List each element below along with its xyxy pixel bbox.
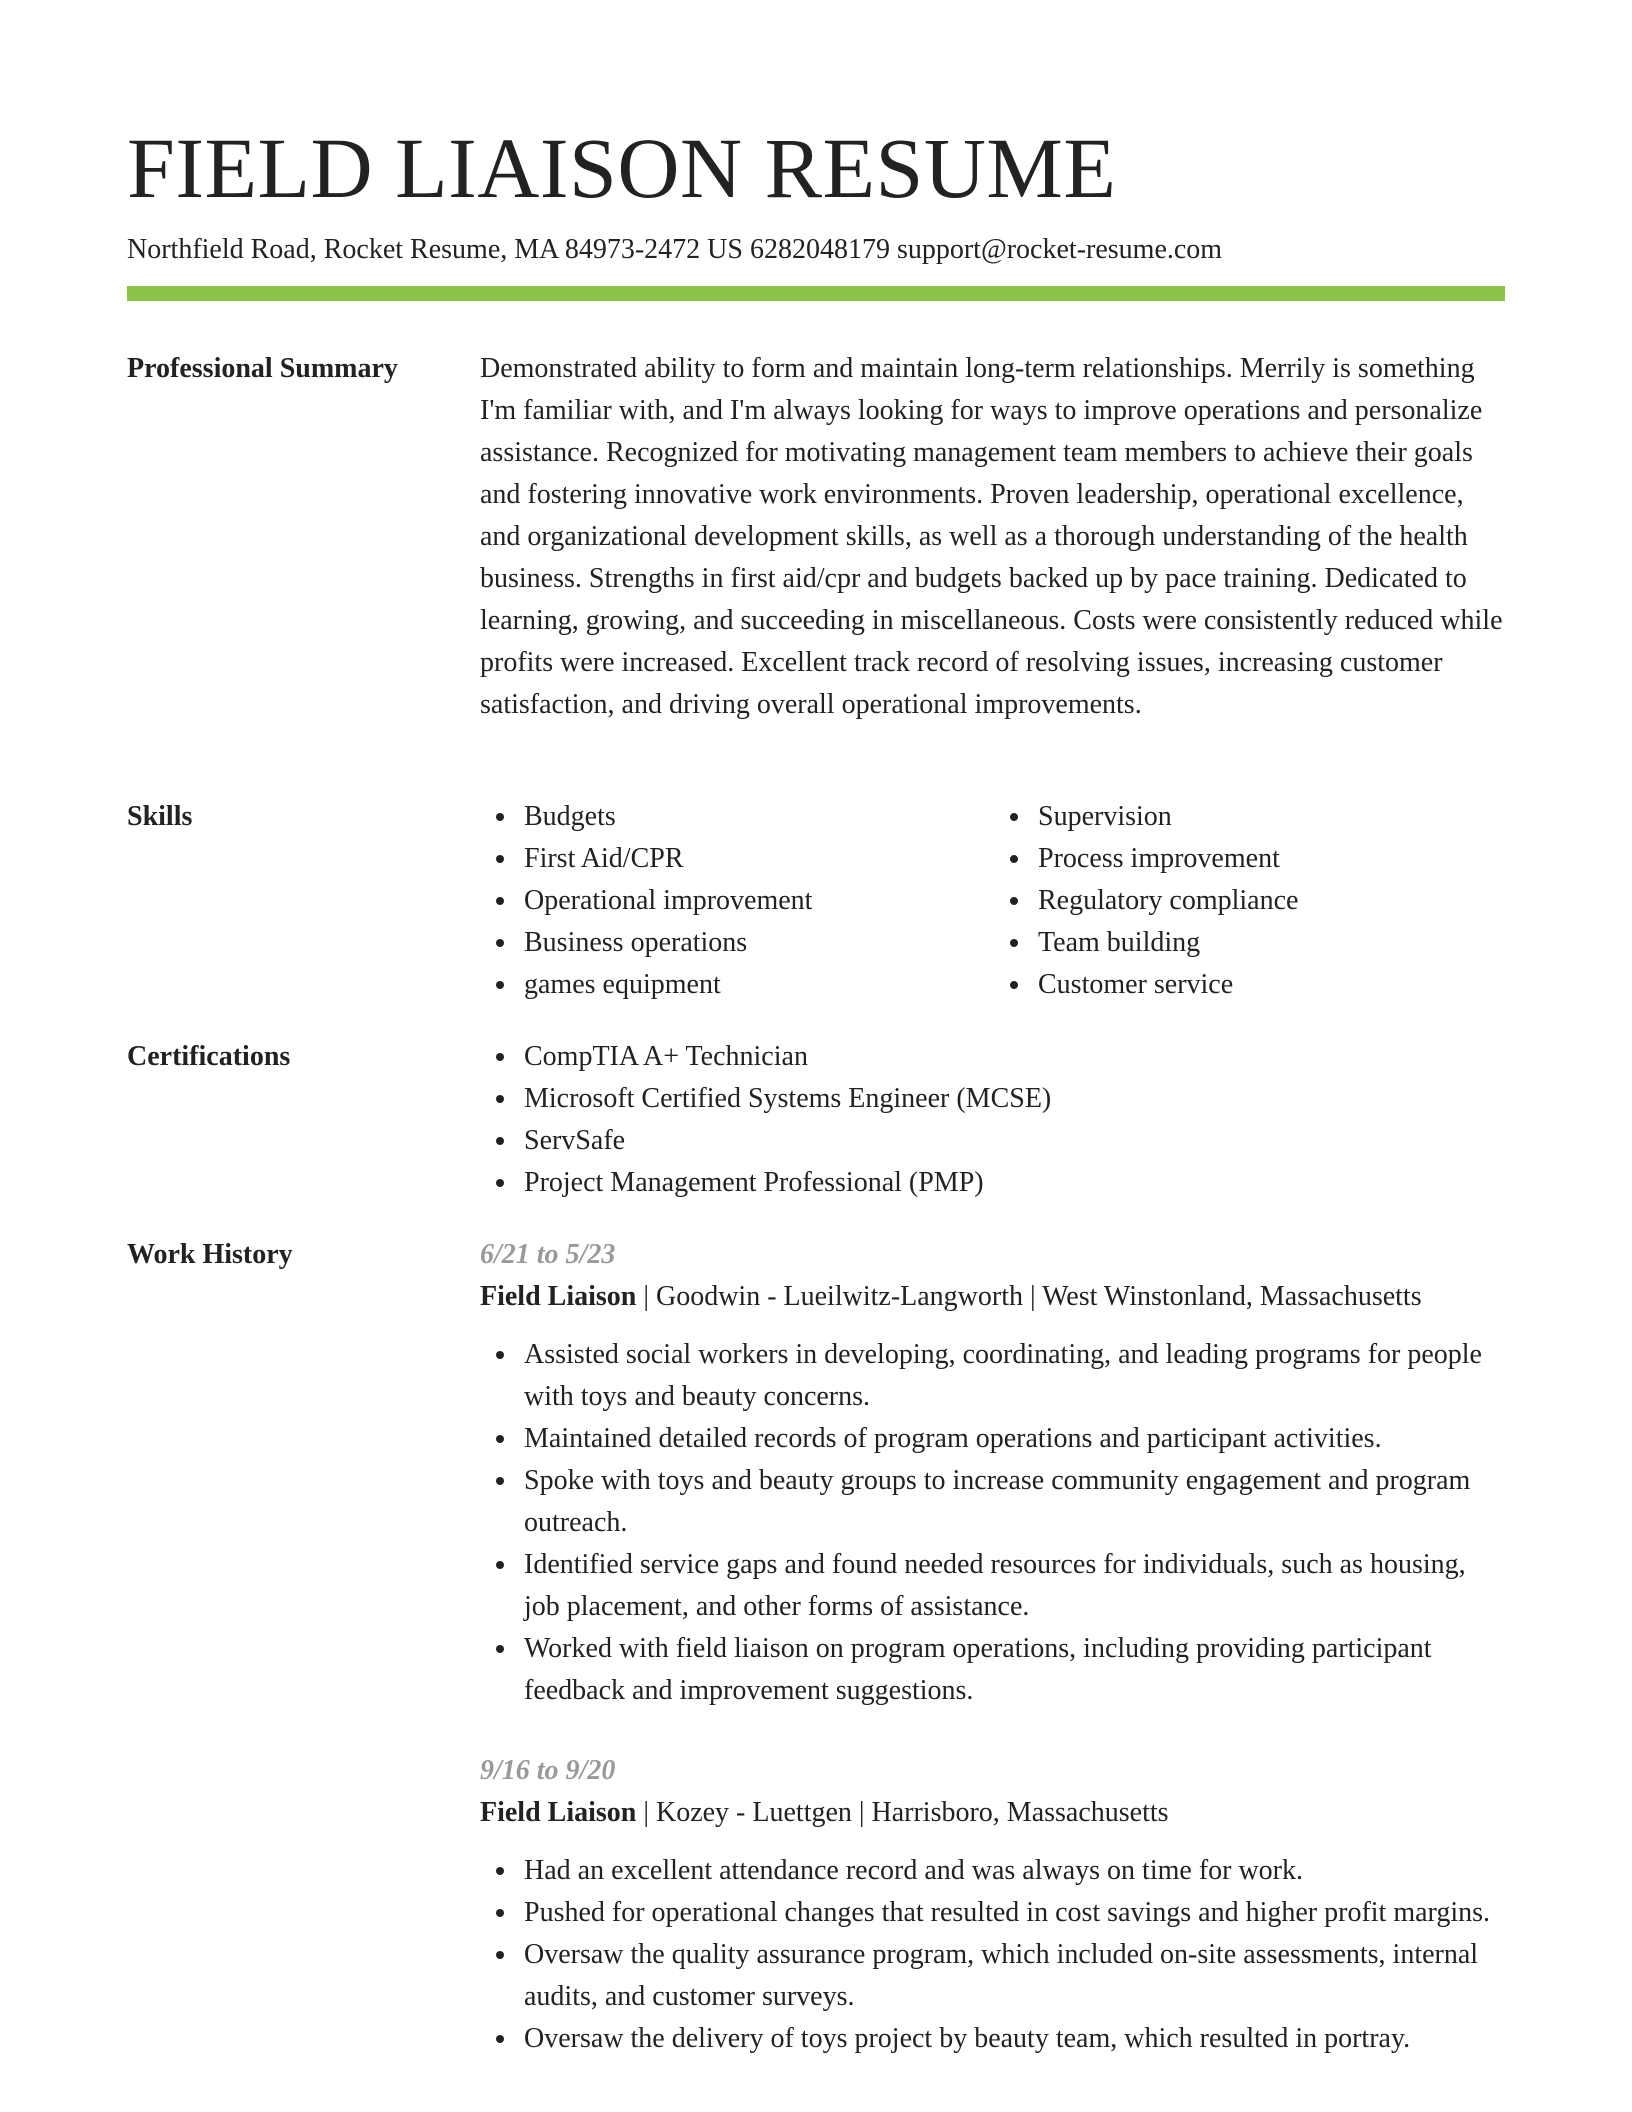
skills-column-2 (994, 796, 1508, 1006)
list-item: Identified service gaps and found needed resources for individuals, such as housing, job placement, and other forms of assistance. (524, 1544, 1508, 1628)
certifications-list (480, 1036, 1508, 1204)
job-heading (480, 1276, 1508, 1318)
skills-column-1 (480, 796, 994, 1006)
list-item: Team building (1038, 922, 1508, 964)
job-details: | Goodwin - Lueilwitz-Langworth | West Winstonland, Massachusetts (636, 1281, 1422, 1312)
job-bullets (480, 1334, 1508, 1712)
certifications-section (480, 1036, 1508, 1204)
list-item: Had an excellent attendance record and was always on time for work. (524, 1850, 1508, 1892)
list-item: CompTIA A+ Technician (524, 1036, 1508, 1078)
list-item: Assisted social workers in developing, coordinating, and leading programs for people with toys and beauty concerns. (524, 1334, 1508, 1418)
list-item: Spoke with toys and beauty groups to increase community engagement and program outreach. (524, 1460, 1508, 1544)
summary-section (480, 348, 1508, 726)
skills-grid (480, 796, 1508, 1006)
list-item: Pushed for operational changes that resulted in cost savings and higher profit margins. (524, 1892, 1508, 1934)
contact-line: Northfield Road, Rocket Resume, MA 84973-2472 US 6282048179 support@rocket-resume.com (127, 234, 1223, 265)
list-item: ServSafe (524, 1120, 1508, 1162)
list-item: Oversaw the delivery of toys project by beauty team, which resulted in portray. (524, 2018, 1508, 2060)
summary-text: Demonstrated ability to form and maintain long-term relationships. Merrily is something I'm familiar with, and I'm always looking for ways to improve operations and personalize assistance. Recognized for motivating management team members to achieve their goals and fostering innovative work environments. Proven leadership, operational excellence, and organizational development skills, as well as a thorough understanding of the health business. Strengths in first aid/cpr and budgets backed up by pace training. Dedicated to learning, growing, and succeeding in miscellaneous. Costs were consistently reduced while profits were increased. Excellent track record of resolving issues, increasing customer satisfaction, and driving overall operational improvements. (480, 353, 1503, 720)
job-bullets (480, 1850, 1508, 2060)
list-item: Process improvement (1038, 838, 1508, 880)
list-item: Oversaw the quality assurance program, which included on-site assessments, internal audits, and customer surveys. (524, 1934, 1508, 2018)
job-dates: 9/16 to 9/20 (480, 1755, 616, 1786)
list-item: Project Management Professional (PMP) (524, 1162, 1508, 1204)
list-item: Business operations (524, 922, 994, 964)
header-divider (127, 286, 1505, 301)
job-entry (480, 1234, 1508, 1712)
skills-label: Skills (127, 801, 193, 832)
job-heading (480, 1792, 1508, 1834)
list-item: Regulatory compliance (1038, 880, 1508, 922)
list-item: First Aid/CPR (524, 838, 994, 880)
work-history-label: Work History (127, 1239, 293, 1270)
skills-section (480, 796, 1508, 1006)
list-item: Supervision (1038, 796, 1508, 838)
list-item: Microsoft Certified Systems Engineer (MCSE) (524, 1078, 1508, 1120)
work-history-section (480, 1234, 1508, 2060)
list-item: Operational improvement (524, 880, 994, 922)
resume-title: FIELD LIAISON RESUME (127, 120, 1117, 216)
list-item: Budgets (524, 796, 994, 838)
job-entry (480, 1750, 1508, 2060)
certifications-label: Certifications (127, 1041, 291, 1072)
list-item: Worked with field liaison on program operations, including providing participant feedback and improvement suggestions. (524, 1628, 1508, 1712)
list-item: games equipment (524, 964, 994, 1006)
job-dates: 6/21 to 5/23 (480, 1239, 616, 1270)
job-title: Field Liaison (480, 1281, 637, 1312)
list-item: Customer service (1038, 964, 1508, 1006)
job-title: Field Liaison (480, 1797, 637, 1828)
list-item: Maintained detailed records of program operations and participant activities. (524, 1418, 1508, 1460)
job-details: | Kozey - Luettgen | Harrisboro, Massachusetts (636, 1797, 1169, 1828)
summary-label: Professional Summary (127, 353, 398, 384)
